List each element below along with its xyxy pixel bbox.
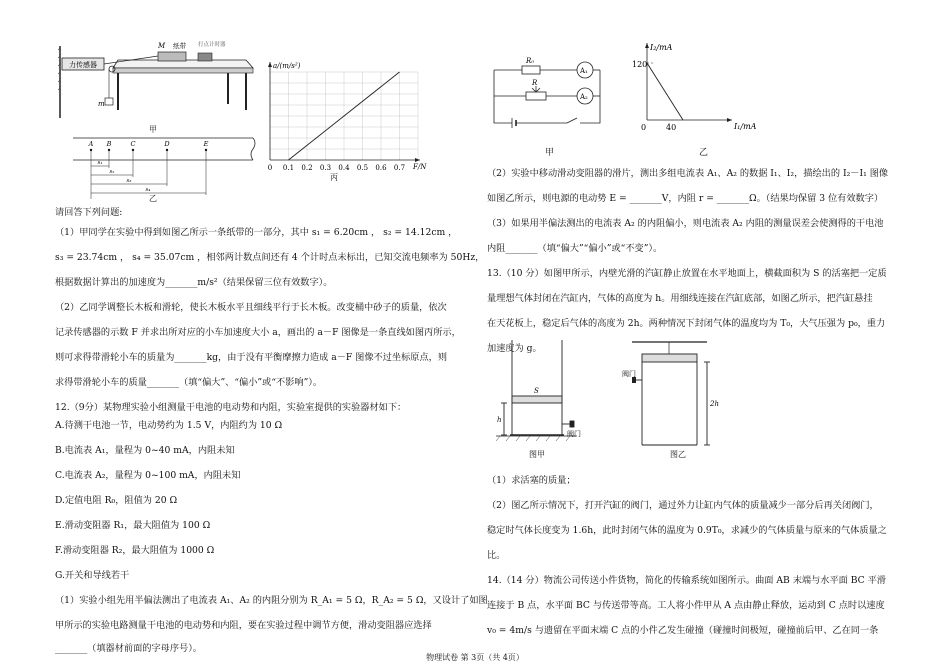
- tape-point-e: E: [203, 140, 209, 148]
- left-text-line: E.滑动变阻器 R₁，最大阻值为 100 Ω: [55, 520, 211, 531]
- sensor-label: 力传感器: [69, 61, 97, 69]
- left-text-line: D.定值电阻 R₀，阻值为 20 Ω: [55, 495, 178, 506]
- graph-aF-tick-label: 0.5: [356, 164, 369, 172]
- graph-aF-xlabel: F/N: [413, 163, 427, 171]
- tape-caption: 乙: [149, 194, 157, 203]
- apparatus-caption: 甲: [149, 125, 157, 134]
- cylinder-b-valve: 阀门: [622, 370, 636, 378]
- left-text-line: 根据数据计算出的加速度为_______m/s²（结果保留三位有效数字）。: [55, 277, 333, 288]
- left-text-line: 请回答下列问题:: [55, 207, 123, 218]
- tape-point-b: B: [106, 140, 112, 148]
- graph-aF-tick-label: 0.4: [338, 164, 350, 172]
- left-text-line: B.电流表 A₁，量程为 0~40 mA，内阻未知: [55, 445, 235, 456]
- left-text-line: 记录传感器的示数 F 并求出所对应的小车加速度大小 a，画出的 a－F 图像是一条直线如图丙所示，: [55, 327, 461, 338]
- circuit-label-r0: R₀: [526, 57, 535, 65]
- right-text-line: 在天花板上，稳定后气体的高度为 2h。两种情况下封闭气体的温度均为 T₀，大气压强为 p₀，重力: [487, 318, 886, 329]
- tape-label: 纸带: [173, 42, 186, 50]
- left-text-line: s₃ = 23.74cm ， s₄ = 35.07cm ，相邻两计数点间还有 4 个计时点未标出，已知交流电频率为 50Hz，: [55, 252, 485, 263]
- graph-aF-caption: 丙: [330, 173, 338, 182]
- timer-label: 打点计时器: [198, 42, 226, 48]
- graph-aF-ylabel: a/(m/s²): [273, 62, 301, 70]
- graph-I-y-value: 120: [632, 60, 648, 69]
- right-text-line: 比。: [487, 550, 506, 561]
- left-text-line: （1）实验小组先用半偏法测出了电流表 A₁、A₂ 的内阻分别为 R_A₁ = 5 Ω，R_A₂ = 5 Ω，又设计了如图: [55, 595, 488, 606]
- graph-aF: [255, 57, 430, 182]
- tape-point-a: A: [88, 140, 94, 148]
- right-text-line: 内阻_______（填“偏大”“偏小”或“不变”）。: [487, 243, 663, 254]
- graph-I-line: [647, 63, 683, 120]
- right-text-line: （3）如果用半偏法测出的电流表 A₂ 的内阻偏小，则电流表 A₂ 内阻的测量误差会使测得的干电池: [487, 218, 884, 229]
- cylinder-a-figure: [492, 340, 602, 455]
- circuit-figure: [492, 48, 607, 133]
- tape-segment-s3: s₃: [126, 178, 132, 184]
- left-text-line: C.电流表 A₂，量程为 0~100 mA，内阻未知: [55, 470, 241, 481]
- tape-segment-s2: s₂: [109, 169, 115, 175]
- right-text-line: （1）求活塞的质量；: [487, 475, 576, 486]
- graph-aF-tick-label: 0.1: [282, 164, 295, 172]
- left-text-line: （2）乙同学调整长木板和滑轮，使长木板水平且细线平行于长木板。改变桶中砂子的质量，依次: [55, 302, 447, 313]
- left-text-line: 求得带滑轮小车的质量_______（填“偏大”、“偏小”或“不影响”）。: [55, 377, 323, 388]
- graph-aF-tick-label: 0: [267, 164, 273, 172]
- right-text-line: （2）实验中移动滑动变阻器的滑片，测出多组电流表 A₁、A₂ 的数据 I₁、I₂，描绘出的 I₂－I₁ 图像: [487, 168, 889, 179]
- tape-point-d: D: [164, 140, 170, 148]
- right-text-line: （2）图乙所示情况下，打开汽缸的阀门，通过外力让缸内气体的质量减少一部分后再关闭阀门，: [487, 500, 879, 511]
- left-text-line: G.开关和导线若干: [55, 570, 130, 581]
- left-text-line: 甲所示的实验电路测量干电池的电动势和内阻，要在实验过程中调节方便，滑动变阻器应选择: [55, 620, 432, 631]
- cylinder-a-piston: S: [534, 387, 539, 395]
- left-text-line: 则可求得带滑轮小车的质量为_______kg，由于没有平衡摩擦力造成 a－F 图像不过坐标原点，则: [55, 352, 448, 363]
- left-text-line: _______（填器材前面的字母序号）。: [55, 643, 202, 654]
- cylinder-b-height: 2h: [710, 400, 719, 408]
- graph-I-origin: 0: [641, 123, 647, 132]
- cart-label: M: [158, 42, 166, 50]
- left-text-line: F.滑动变阻器 R₂，最大阻值为 1000 Ω: [55, 545, 215, 556]
- mass-label: m: [98, 100, 105, 108]
- graph-aF-tick-label: 0.7: [393, 164, 406, 172]
- left-text-line: 12.（9分）某物理实验小组测量干电池的电动势和内阻，实验室提供的实验器材如下：: [55, 402, 407, 413]
- right-text-line: 稳定时气体长度变为 1.6h，此时封闭气体的温度为 0.9T₀，求减少的气体质量与原来的气体质量之: [487, 525, 887, 536]
- left-text-line: A.待测干电池一节，电动势约为 1.5 V，内阻约为 10 Ω: [55, 420, 283, 431]
- right-text-line: 14.（14 分）物流公司传送小件货物，简化的传输系统如图所示。曲面 AB 末端与水平面 BC 平滑: [487, 575, 886, 586]
- graph-I-x-value: 40: [666, 123, 677, 132]
- graph-I-xlabel: I₁/mA: [734, 122, 757, 131]
- right-text-line: 加速度为 g。: [487, 343, 542, 354]
- right-text-line: 如图乙所示，则电源的电动势 E = _______V，内阻 r = _______Ω。（结果均保留 3 位有效数字）: [487, 193, 884, 204]
- circuit-caption: 甲: [545, 148, 555, 158]
- circuit-label-a2: A₂: [580, 93, 588, 101]
- cylinder-a-caption: 图甲: [529, 450, 545, 459]
- tape-segment-s1: s₁: [97, 160, 103, 166]
- graph-aF-tick-label: 0.3: [319, 164, 332, 172]
- cylinder-a-height: h: [497, 416, 502, 424]
- tape-figure: [73, 133, 258, 203]
- graph-aF-tick-label: 0.6: [375, 164, 387, 172]
- cylinder-b-caption: 图乙: [670, 450, 686, 459]
- graph-I-caption: 乙: [699, 148, 709, 158]
- tape-segment-s4: s₄: [145, 187, 151, 193]
- right-text-line: 13.（10 分）如图甲所示，内壁光滑的汽缸静止放置在水平地面上，横截面积为 S 的活塞把一定质: [487, 268, 887, 279]
- tape-point-c: C: [130, 140, 136, 148]
- page-footer: 物理试卷 第 3页（共 4页）: [426, 653, 524, 662]
- circuit-label-r: R: [532, 79, 538, 87]
- left-text-line: （1）甲同学在实验中得到如图乙所示一条纸带的一部分，其中 s₁ = 6.20cm ， s₂ = 14.12cm ，: [55, 227, 458, 238]
- apparatus-figure: [58, 38, 258, 118]
- right-text-line: v₀ = 4m/s 与遗留在平面末端 C 点的小件乙发生碰撞（碰撞时间极短，碰撞前后甲、乙在同一条: [487, 625, 879, 636]
- graph-I: [632, 40, 772, 140]
- right-text-line: 连接于 B 点，水平面 BC 与传送带等高。工人将小件甲从 A 点由静止释放，运动到 C 点时以速度: [487, 600, 885, 611]
- cylinder-b-figure: [622, 340, 727, 460]
- cylinder-a-valve: 阀门: [567, 430, 581, 438]
- right-text-line: 量理想气体封闭在汽缸内，气体的高度为 h。用细线连接在汽缸底部，如图乙所示，把汽缸悬挂: [487, 293, 873, 304]
- circuit-label-a1: A₁: [580, 67, 588, 75]
- graph-aF-tick-label: 0.2: [301, 164, 313, 172]
- graph-I-ylabel: I₂/mA: [650, 43, 673, 52]
